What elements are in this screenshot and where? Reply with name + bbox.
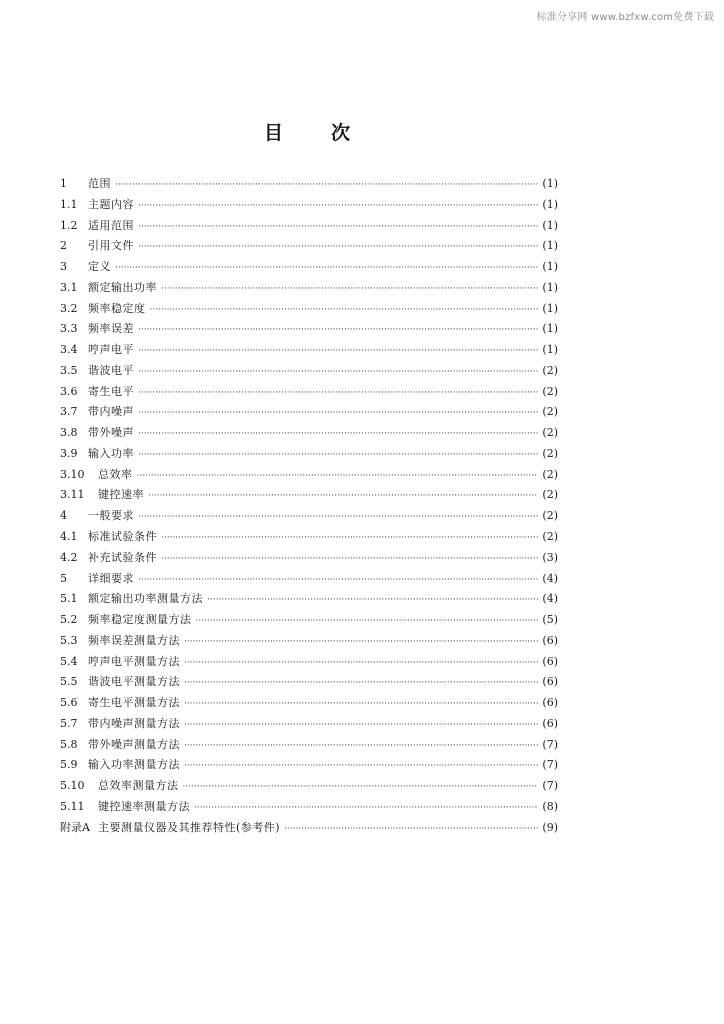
toc-entry[interactable] [60,818,558,839]
toc-entry-number: 2 [60,239,67,253]
toc-entry-page: (2) [542,446,558,460]
toc-entry-number: 1.1 [60,197,78,211]
toc-entry-label: 键控速率测量方法 [98,799,190,813]
toc-entry-page: (6) [542,696,558,710]
toc-entry[interactable] [60,423,558,444]
toc-entry-label: 频率稳定度测量方法 [88,613,192,627]
toc-entry-number: 3.8 [60,426,78,440]
toc-leader-dots [184,632,538,653]
toc-entry-page: (4) [542,592,558,606]
toc-entry-number: 5.10 [60,779,85,793]
toc-entry[interactable] [60,485,558,506]
toc-entry[interactable] [60,589,558,610]
toc-entry[interactable] [60,506,558,527]
toc-entry[interactable] [60,776,558,797]
toc-entry-page: (1) [542,239,558,253]
toc-entry[interactable] [60,216,558,237]
toc-entry-label: 寄生电平 [88,384,134,398]
toc-entry-number: 3.11 [60,488,85,502]
toc-entry-label: 引用文件 [88,239,134,253]
toc-entry-page: (1) [542,177,558,190]
toc-entry-label: 带外噪声测量方法 [88,737,180,751]
toc-entry-page: (2) [542,405,558,419]
toc-entry-label: 标准试验条件 [88,530,157,544]
toc-entry-label: 谐波电平 [88,363,134,377]
toc-entry[interactable] [60,402,558,423]
toc-entry-label: 额定输出功率 [88,280,157,294]
toc-entry-label: 谐波电平测量方法 [88,675,180,689]
toc-entry[interactable] [60,569,558,590]
toc-entry-number: 5.8 [60,737,78,751]
toc-leader-dots [150,300,539,321]
watermark-text: 标准分享网 www.bzfxw.com免费下载 [536,12,714,23]
toc-leader-dots [138,383,538,404]
toc-entry-page: (8) [542,799,558,813]
toc-entry-number: 5.3 [60,633,78,647]
toc-entry-label: 带内噪声 [88,405,134,419]
toc-entry[interactable] [60,527,558,548]
toc-leader-dots [138,217,538,238]
toc-entry-number: 5.6 [60,696,78,710]
toc-entry[interactable] [60,548,558,569]
toc-leader-dots [138,570,538,591]
toc-entry-label: 范围 [88,177,111,190]
toc-entry-page: (2) [542,488,558,502]
toc-entry[interactable] [60,631,558,652]
page-title [0,118,614,145]
toc-entry-number: 5.7 [60,716,78,730]
toc-entry[interactable] [60,444,558,465]
toc-entry-page: (2) [542,530,558,544]
toc-leader-dots [184,756,538,777]
toc-entry-label: 额定输出功率测量方法 [88,592,203,606]
toc-leader-dots [196,611,539,632]
toc-entry-page: (6) [542,654,558,668]
toc-leader-dots [284,819,538,840]
toc-entry[interactable] [60,672,558,693]
toc-entry-number: 附录A [60,820,90,834]
toc-entry-number: 1 [60,177,67,190]
toc-entry-number: 3.1 [60,280,78,294]
toc-leader-dots [161,528,538,549]
toc-entry-number: 1.2 [60,218,78,232]
toc-leader-dots [194,798,538,819]
toc-entry-page: (1) [542,218,558,232]
toc-entry-page: (6) [542,675,558,689]
toc-entry-page: (2) [542,384,558,398]
toc-entry-label: 带外噪声 [88,426,134,440]
toc-entry-page: (1) [542,322,558,336]
toc-leader-dots [161,279,538,300]
toc-entry-number: 3 [60,260,67,274]
toc-entry-label: 总效率 [98,467,133,481]
toc-leader-dots [115,258,538,279]
toc-entry[interactable] [60,755,558,776]
toc-entry-label: 频率误差测量方法 [88,633,180,647]
toc-entry-label: 哼声电平测量方法 [88,654,180,668]
toc-entry-page: (3) [542,550,558,564]
toc-entry-page: (6) [542,633,558,647]
table-of-contents [60,174,558,839]
toc-entry-label: 寄生电平测量方法 [88,696,180,710]
toc-entry-label: 输入功率 [88,446,134,460]
toc-entry[interactable] [60,652,558,673]
toc-leader-dots [183,777,539,798]
toc-entry-label: 详细要求 [88,571,134,585]
toc-entry[interactable] [60,299,558,320]
toc-entry-label: 键控速率 [98,488,144,502]
toc-leader-dots [138,445,538,466]
toc-leader-dots [148,486,538,507]
toc-entry-number: 5.1 [60,592,78,606]
toc-entry-page: (1) [542,301,558,315]
toc-entry-page: (2) [542,363,558,377]
toc-entry[interactable] [60,735,558,756]
toc-entry-label: 频率稳定度 [88,301,146,315]
toc-entry[interactable] [60,236,558,257]
toc-entry-page: (5) [542,613,558,627]
toc-leader-dots [138,507,538,528]
toc-entry-number: 5.5 [60,675,78,689]
toc-entry-number: 3.5 [60,363,78,377]
toc-entry-number: 5 [60,571,67,585]
toc-entry[interactable] [60,465,558,486]
toc-entry-page: (6) [542,716,558,730]
toc-entry-label: 输入功率测量方法 [88,758,180,772]
toc-entry-number: 5.4 [60,654,78,668]
toc-leader-dots [138,196,538,217]
toc-entry-number: 5.2 [60,613,78,627]
toc-entry-page: (7) [542,758,558,772]
toc-entry-label: 一般要求 [88,509,134,523]
toc-entry-label: 定义 [88,260,111,274]
toc-leader-dots [184,736,538,757]
toc-entry-page: (2) [542,467,558,481]
toc-entry-number: 3.4 [60,343,78,357]
toc-entry[interactable] [60,257,558,278]
toc-entry-page: (2) [542,509,558,523]
toc-entry-label: 带内噪声测量方法 [88,716,180,730]
toc-leader-dots [184,653,538,674]
toc-entry-number: 5.9 [60,758,78,772]
toc-entry-number: 4.2 [60,550,78,564]
toc-entry[interactable] [60,195,558,216]
toc-entry-page: (9) [542,820,558,834]
toc-entry[interactable] [60,174,558,195]
toc-entry-number: 4 [60,509,67,523]
toc-entry-page: (4) [542,571,558,585]
toc-leader-dots [138,320,538,341]
title-part-1: 目 [263,122,283,144]
toc-entry-number: 3.2 [60,301,78,315]
toc-leader-dots [207,590,538,611]
toc-entry-label: 主要测量仪器及其推荐特性(参考件) [97,820,281,834]
toc-entry-number: 4.1 [60,530,78,544]
title-part-2: 次 [331,122,351,144]
toc-entry[interactable] [60,361,558,382]
toc-entry[interactable] [60,319,558,340]
toc-entry[interactable] [60,382,558,403]
toc-entry-page: (1) [542,280,558,294]
toc-entry-page: (7) [542,737,558,751]
toc-leader-dots [184,694,538,715]
toc-entry[interactable] [60,278,558,299]
toc-entry-number: 3.9 [60,446,78,460]
toc-leader-dots [115,175,538,196]
toc-leader-dots [138,403,538,424]
toc-entry-label: 主题内容 [88,197,134,211]
toc-entry-page: (1) [542,343,558,357]
toc-entry-number: 3.7 [60,405,78,419]
toc-entry-label: 补充试验条件 [88,550,157,564]
toc-leader-dots [184,673,538,694]
toc-entry[interactable] [60,714,558,735]
toc-entry-label: 总效率测量方法 [98,779,179,793]
toc-entry-label: 适用范围 [88,218,134,232]
toc-leader-dots [138,362,538,383]
toc-leader-dots [161,549,538,570]
toc-entry[interactable] [60,340,558,361]
toc-entry-number: 5.11 [60,799,85,813]
toc-entry[interactable] [60,610,558,631]
toc-entry[interactable] [60,797,558,818]
toc-leader-dots [138,237,538,258]
toc-leader-dots [138,424,538,445]
toc-leader-dots [137,466,539,487]
toc-leader-dots [184,715,538,736]
toc-entry-label: 哼声电平 [88,343,134,357]
toc-entry-label: 频率误差 [88,322,134,336]
toc-entry-page: (1) [542,197,558,211]
toc-entry-page: (7) [542,779,558,793]
toc-entry[interactable] [60,693,558,714]
toc-entry-number: 3.6 [60,384,78,398]
toc-entry-number: 3.3 [60,322,78,336]
toc-leader-dots [138,341,538,362]
toc-entry-page: (2) [542,426,558,440]
toc-entry-number: 3.10 [60,467,85,481]
toc-entry-page: (1) [542,260,558,274]
